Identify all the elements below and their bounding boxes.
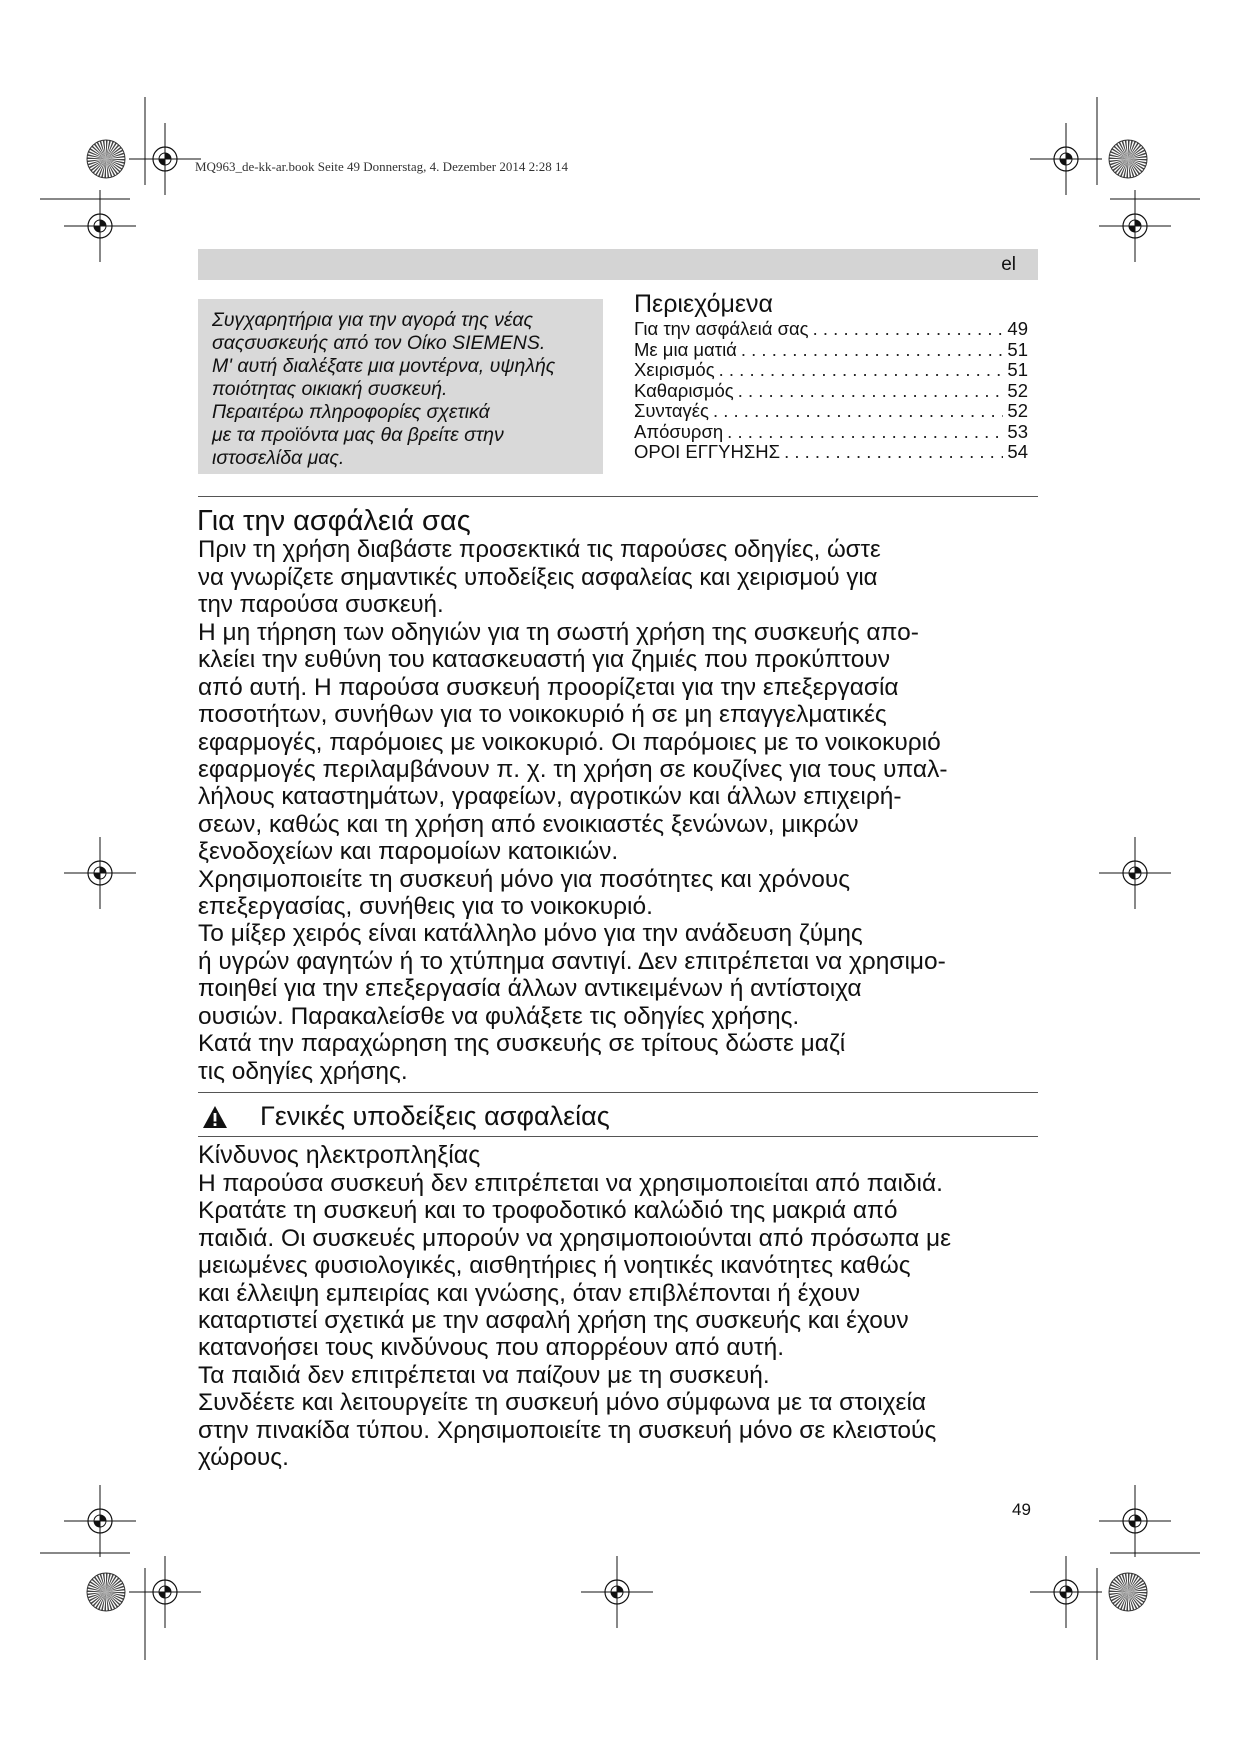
body-line: Η μη τήρηση των οδηγιών για τη σωστή χρήση της συσκευής απο- bbox=[198, 619, 919, 646]
toc-leader bbox=[813, 319, 1004, 340]
body-line: καταρτιστεί σχετικά με την ασφαλή χρήση της συσκευής και έχουν bbox=[198, 1307, 909, 1335]
toc-leader bbox=[741, 340, 1004, 361]
toc-item[interactable] bbox=[634, 401, 1028, 422]
toc-item[interactable] bbox=[634, 319, 1028, 340]
body-line: Τα παιδιά δεν επιτρέπεται να παίζουν με τη συσκευή. bbox=[198, 1361, 770, 1389]
toc-item-page: 52 bbox=[1007, 400, 1028, 421]
body-line: μειωμένες φυσιολογικές, αισθητήριες ή νοητικές ικανότητες καθώς bbox=[198, 1252, 911, 1280]
toc-item-page: 51 bbox=[1007, 338, 1028, 360]
body-line: τις οδηγίες χρήσης. bbox=[198, 1057, 408, 1085]
toc-item-label: Για την ασφάλειά σας bbox=[634, 318, 809, 339]
registration-mark bbox=[581, 1556, 653, 1628]
toc-leader bbox=[727, 422, 1003, 443]
lead-line: να γνωρίζετε σημαντικές υποδείξεις ασφαλείας και χειρισμού για bbox=[198, 563, 878, 591]
electric-shock-heading: Κίνδυνος ηλεκτροπληξίας bbox=[198, 1141, 481, 1169]
registration-mark bbox=[1099, 1485, 1171, 1557]
language-tag: el bbox=[1001, 254, 1016, 275]
toc-leader bbox=[719, 360, 1004, 381]
general-safety-header bbox=[198, 1099, 1038, 1135]
registration-mark bbox=[129, 123, 201, 195]
body-line: ξενοδοχείων και παρομοίων κατοικιών. bbox=[198, 838, 619, 866]
body-line: εφαρμογές, παρόμοιες με νοικοκυριό. Οι παρόμοιες με το νοικοκυριό bbox=[198, 728, 941, 756]
intro-line: με τα προϊόντα μας θα βρείτε στην bbox=[212, 424, 504, 446]
registration-mark bbox=[129, 1556, 201, 1628]
body-line: Κατά την παραχώρηση της συσκευής σε τρίτους δώστε μαζί bbox=[198, 1030, 846, 1058]
intro-line: Συγχαρητήρια για την αγορά της νέας bbox=[212, 309, 534, 331]
section-divider bbox=[198, 1092, 1038, 1093]
toc-item[interactable] bbox=[634, 360, 1028, 381]
registration-mark bbox=[64, 1485, 136, 1557]
lead-line: την παρούσα συσκευή. bbox=[198, 591, 444, 618]
toc-item-page: 51 bbox=[1007, 359, 1028, 380]
toc-leader bbox=[713, 401, 1003, 422]
intro-line: ποιότητας οικιακή συσκευή. bbox=[212, 378, 448, 400]
toc-item-label: Συνταγές bbox=[634, 400, 709, 421]
body-line: Κρατάτε τη συσκευή και το τροφοδοτικό καλώδιό της μακριά από bbox=[198, 1197, 898, 1225]
registration-mark bbox=[64, 190, 136, 262]
language-bar bbox=[198, 249, 1038, 280]
section-divider bbox=[198, 1136, 1038, 1137]
color-wheel-mark bbox=[87, 140, 125, 178]
lead-line: Πριν τη χρήση διαβάστε προσεκτικά τις παρούσες οδηγίες, ώστε bbox=[198, 536, 881, 563]
body-line: Συνδέετε και λειτουργείτε τη συσκευή μόνο σύμφωνα με τα στοιχεία bbox=[198, 1389, 927, 1417]
body-line: ή υγρών φαγητών ή το χτύπημα σαντιγί. Δεν επιτρέπεται να χρησιμο- bbox=[198, 947, 946, 975]
body-line: κλείει την ευθύνη του κατασκευαστή για ζημιές που προκύπτουν bbox=[198, 646, 891, 674]
registration-mark bbox=[1030, 123, 1102, 195]
body-line: σεων, καθώς και τη χρήση από ενοικιαστές ξενώνων, μικρών bbox=[198, 810, 859, 838]
body-line: επεξεργασίας, συνήθεις για το νοικοκυριό. bbox=[198, 893, 653, 921]
intro-box bbox=[198, 299, 603, 474]
toc-item[interactable] bbox=[634, 381, 1028, 402]
safety-heading: Για την ασφάλειά σας bbox=[197, 505, 471, 537]
toc-item-label: Χειρισμός bbox=[634, 359, 715, 380]
intro-line: Περαιτέρω πληροφορίες σχετικά bbox=[212, 401, 490, 423]
body-line: και έλλειψη εμπειρίας και γνώσης, όταν επιβλέπονται ή έχουν bbox=[198, 1279, 861, 1307]
table-of-contents bbox=[634, 289, 1028, 463]
color-wheel-mark bbox=[87, 1573, 125, 1611]
intro-line: ιστοσελίδα μας. bbox=[212, 447, 345, 469]
body-line: Το μίξερ χειρός είναι κατάλληλο μόνο για την ανάδευση ζύμης bbox=[198, 920, 863, 948]
registration-mark bbox=[1030, 1556, 1102, 1628]
safety-body bbox=[198, 619, 948, 1085]
warning-icon bbox=[202, 1105, 228, 1129]
registration-mark bbox=[1099, 837, 1171, 909]
toc-item[interactable] bbox=[634, 422, 1028, 443]
color-wheel-mark bbox=[1109, 1573, 1147, 1611]
toc-item[interactable] bbox=[634, 340, 1028, 361]
toc-item-label: Καθαρισμός bbox=[634, 379, 734, 401]
section-divider bbox=[198, 496, 1038, 497]
body-line: στην πινακίδα τύπου. Χρησιμοποιείτε τη συσκευή μόνο σε κλειστούς bbox=[198, 1416, 937, 1444]
toc-item-page: 49 bbox=[1007, 318, 1028, 339]
toc-leader bbox=[784, 442, 1003, 463]
body-line: κατανοήσει τους κινδύνους που απορρέουν από αυτή. bbox=[198, 1334, 785, 1362]
body-line: ποιηθεί για την επεξεργασία άλλων αντικειμένων ή αντίστοιχα bbox=[198, 975, 862, 1003]
body-line: εφαρμογές περιλαμβάνουν π. χ. τη χρήση σε κουζίνες για τους υπαλ- bbox=[198, 756, 948, 784]
body-line: λήλους καταστημάτων, γραφείων, αγροτικών και άλλων επιχειρή- bbox=[198, 783, 902, 811]
toc-item[interactable] bbox=[634, 442, 1028, 463]
toc-item-label: ΟΡΟΙ ΕΓΓΥΗΣΗΣ bbox=[634, 441, 781, 462]
color-wheel-mark bbox=[1109, 140, 1147, 178]
page-number: 49 bbox=[1012, 1500, 1031, 1519]
safety-lead bbox=[198, 536, 881, 619]
toc-item-page: 52 bbox=[1007, 379, 1028, 401]
toc-leader bbox=[738, 381, 1004, 402]
toc-title: Περιεχόμενα bbox=[634, 290, 773, 318]
body-line: από αυτή. Η παρούσα συσκευή προορίζεται για την επεξεργασία bbox=[198, 673, 899, 701]
body-line: ουσιών. Παρακαλείσθε να φυλάξετε τις οδηγίες χρήσης. bbox=[198, 1002, 800, 1030]
toc-item-label: Απόσυρση bbox=[634, 420, 724, 442]
toc-item-label: Με μια ματιά bbox=[634, 338, 737, 360]
body-line: παιδιά. Οι συσκευές μπορούν να χρησιμοποιούνται από πρόσωπα με bbox=[198, 1224, 952, 1252]
body-line: χώρους. bbox=[198, 1444, 289, 1472]
general-safety-heading: Γενικές υποδείξεις ασφαλείας bbox=[260, 1101, 610, 1131]
body-line: Η παρούσα συσκευή δεν επιτρέπεται να χρησιμοποιείται από παιδιά. bbox=[198, 1170, 943, 1197]
registration-mark bbox=[1099, 190, 1171, 262]
toc-item-page: 54 bbox=[1007, 441, 1028, 462]
body-line: ποσοτήτων, συνήθων για το νοικοκυριό ή σε μη επαγγελματικές bbox=[198, 701, 887, 729]
registration-mark bbox=[64, 837, 136, 909]
body-line: Χρησιμοποιείτε τη συσκευή μόνο για ποσότητες και χρόνους bbox=[198, 865, 851, 893]
toc-item-page: 53 bbox=[1007, 420, 1028, 442]
file-header: MQ963_de-kk-ar.book Seite 49 Donnerstag, 4. Dezember 2014 2:28 14 bbox=[195, 159, 568, 174]
general-safety-body bbox=[198, 1170, 951, 1471]
intro-line: σαςσυσκευής από τον Οίκο SIEMENS. bbox=[212, 332, 546, 354]
intro-line: Μ' αυτή διαλέξατε μια μοντέρνα, υψηλής bbox=[212, 355, 556, 377]
